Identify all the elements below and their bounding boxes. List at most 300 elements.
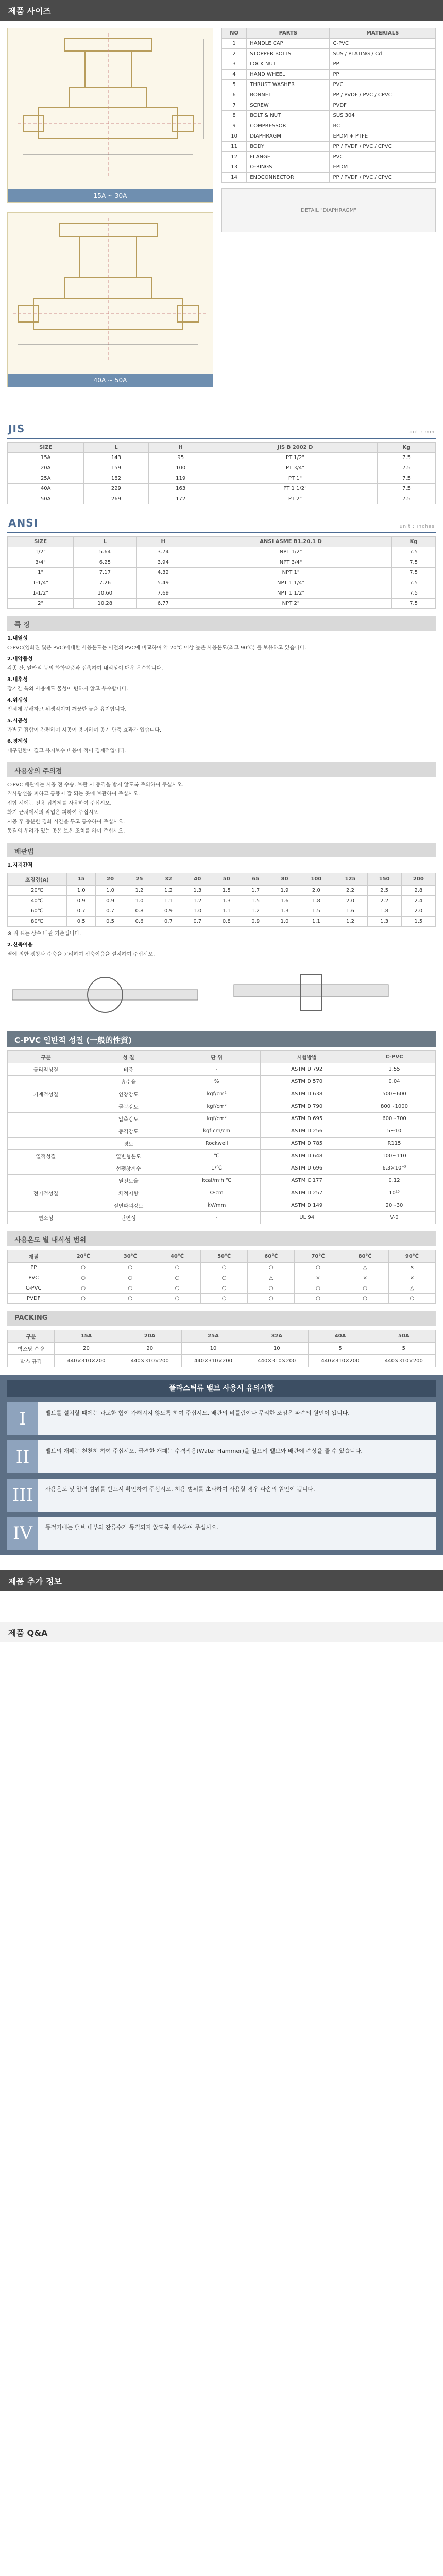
table-cell: 1": [8, 568, 74, 578]
table-cell: PVC: [330, 80, 436, 90]
valve-drawing-small: [7, 28, 213, 203]
table-cell: R115: [353, 1138, 436, 1150]
table-cell: PVDF: [8, 1294, 60, 1304]
table-cell: NPT 1 1/2": [190, 588, 391, 599]
col-header: 20A: [118, 1330, 181, 1343]
col-header: 25: [125, 873, 154, 886]
table-cell: 7.5: [392, 578, 436, 588]
table-cell: 열전도율: [84, 1175, 173, 1187]
col-header: 90℃: [388, 1250, 435, 1263]
table-cell: 1.1: [154, 896, 183, 906]
feature-heading: 2.내약품성: [7, 656, 33, 662]
table-cell: Rockwell: [173, 1138, 260, 1150]
table-cell: 물리적성질: [8, 1063, 84, 1076]
usage-bar: 사용상의 주의점: [7, 762, 436, 777]
table-cell: ○: [295, 1294, 342, 1304]
table-row: [8, 453, 436, 463]
table-cell: ASTM D 790: [261, 1100, 353, 1113]
feature-text: C-PVC(염화된 및은 PVC)에대한 사용온도는 이전의 PVC에 비교하여 약 20℃ 이상 높은 사용온도(최고 90℃) 를 보유하고 있습니다.: [7, 645, 306, 651]
col-header: 15: [66, 873, 95, 886]
feature-heading: 5.시공성: [7, 718, 28, 724]
table-cell: △: [248, 1273, 295, 1283]
col-header: 80℃: [342, 1250, 388, 1263]
table-cell: 13: [222, 162, 247, 173]
ansi-title: [7, 514, 436, 533]
section-title: 제품 추가 정보: [8, 1576, 62, 1586]
table-cell: 1.2: [333, 917, 367, 927]
table-cell: UL 94: [261, 1212, 353, 1224]
table-row: [222, 131, 436, 142]
table-cell: 7.26: [74, 578, 137, 588]
feature-text: 인체에 무해하고 위생적이며 깨끗한 물을 유지합니다.: [7, 707, 127, 713]
col-header: 20: [96, 873, 125, 886]
table-cell: 1.1: [299, 917, 333, 927]
table-cell: 7.5: [392, 547, 436, 557]
table-cell: 10: [245, 1343, 309, 1355]
table-cell: PT 3/4": [213, 463, 377, 473]
table-cell: [8, 1138, 84, 1150]
table-cell: 100~110: [353, 1150, 436, 1162]
temp-table: [7, 1250, 436, 1304]
table-cell: 2.0: [401, 906, 435, 917]
table-cell: DIAPHRAGM: [247, 131, 330, 142]
table-row: [8, 484, 436, 494]
col-header: SIZE: [8, 443, 84, 453]
table-cell: 4.32: [137, 568, 190, 578]
table-cell: 10: [181, 1343, 245, 1355]
table-cell: ○: [107, 1273, 154, 1283]
col-header: 40: [183, 873, 212, 886]
table-cell: ASTM D 785: [261, 1138, 353, 1150]
table-cell: 20: [118, 1343, 181, 1355]
notice-number: IV: [7, 1517, 38, 1550]
table-row: [8, 1113, 436, 1125]
col-header: 호칭경(A): [8, 873, 67, 886]
table-cell: ○: [295, 1263, 342, 1273]
table-cell: 0.5: [96, 917, 125, 927]
table-cell: 163: [148, 484, 213, 494]
table-cell: ○: [201, 1283, 248, 1294]
table-cell: -: [173, 1212, 260, 1224]
table-cell: 1.5: [401, 917, 435, 927]
valve-drawing-icon: [8, 213, 213, 374]
table-cell: ○: [201, 1263, 248, 1273]
table-row: [222, 121, 436, 131]
col-header: 50: [212, 873, 241, 886]
table-cell: 7.69: [137, 588, 190, 599]
table-row: [8, 906, 436, 917]
table-cell: 440×310×200: [245, 1355, 309, 1367]
col-header: 20℃: [60, 1250, 107, 1263]
table-cell: 1.3: [183, 886, 212, 896]
table-cell: 95: [148, 453, 213, 463]
table-row: [8, 1263, 436, 1273]
table-cell: ○: [201, 1294, 248, 1304]
col-header: 구분: [8, 1330, 55, 1343]
table-cell: 159: [84, 463, 148, 473]
section-header-qa: [0, 1622, 443, 1642]
table-cell: PP / PVDF / PVC / CPVC: [330, 142, 436, 152]
notice-panel: [0, 1375, 443, 1555]
table-cell: ○: [154, 1273, 200, 1283]
table-row: [8, 463, 436, 473]
table-row: [8, 896, 436, 906]
table-cell: 1.5: [241, 896, 270, 906]
table-cell: [8, 1175, 84, 1187]
table-cell: 800~1000: [353, 1100, 436, 1113]
table-cell: 20: [55, 1343, 118, 1355]
notice-text: 밸브를 설치할 때에는 과도한 힘이 가해지지 않도록 하여 주십시오. 배관의 비틀림이나 무리한 조임은 파손의 원인이 됩니다.: [45, 1410, 350, 1416]
table-cell: ○: [342, 1294, 388, 1304]
usage-line: 화기 근처에서의 작업은 피하여 주십시오.: [7, 810, 100, 816]
table-cell: 1.9: [270, 886, 299, 896]
table-cell: △: [388, 1283, 435, 1294]
col-header: 시험방법: [261, 1051, 353, 1063]
jis-title: [7, 419, 436, 439]
table-cell: 5.49: [137, 578, 190, 588]
table-cell: ○: [60, 1294, 107, 1304]
col-header: 32: [154, 873, 183, 886]
table-cell: 182: [84, 473, 148, 484]
table-cell: 흡수율: [84, 1076, 173, 1088]
table-row: [8, 917, 436, 927]
table-cell: 1.2: [125, 886, 154, 896]
table-cell: 3/4": [8, 557, 74, 568]
table-cell: 229: [84, 484, 148, 494]
table-cell: 0.9: [154, 906, 183, 917]
usage-line: 시공 후 충분한 경화 시간을 두고 통수하여 주십시오.: [7, 819, 125, 825]
table-row: [222, 142, 436, 152]
usage-line: C-PVC 배관재는 시공 전 수송, 보관 시 충격을 받지 않도록 주의하여 주십시오.: [7, 782, 184, 788]
notice-item: [7, 1479, 436, 1512]
table-cell: EPDM + PTFE: [330, 131, 436, 142]
valve-drawing-icon: [8, 28, 213, 189]
table-cell: STOPPER BOLTS: [247, 49, 330, 59]
table-cell: kgf/cm²: [173, 1100, 260, 1113]
table-cell: 압축강도: [84, 1113, 173, 1125]
table-cell: 40℃: [8, 896, 67, 906]
table-cell: 경도: [84, 1138, 173, 1150]
table-cell: 1.0: [66, 886, 95, 896]
table-row: [8, 1175, 436, 1187]
jis-heading: JIS: [8, 422, 25, 435]
section-title: 제품 사이즈: [8, 6, 51, 16]
table-cell: SUS 304: [330, 111, 436, 121]
table-cell: 0.04: [353, 1076, 436, 1088]
col-header: 단 위: [173, 1051, 260, 1063]
piping-notes: [7, 930, 436, 959]
table-cell: 8: [222, 111, 247, 121]
table-cell: 15A: [8, 453, 84, 463]
usage-line: 직사광선을 피하고 통풍이 잘 되는 곳에 보관하여 주십시오.: [7, 791, 140, 797]
col-header: 성 질: [84, 1051, 173, 1063]
table-cell: 12: [222, 152, 247, 162]
table-cell: ×: [388, 1273, 435, 1283]
packing-bar: PACKING: [7, 1311, 436, 1326]
section-title: 제품 Q&A: [8, 1628, 48, 1638]
table-cell: C-PVC: [330, 39, 436, 49]
table-cell: 600~700: [353, 1113, 436, 1125]
table-cell: 20~30: [353, 1199, 436, 1212]
table-cell: 7.5: [378, 484, 436, 494]
table-cell: 60℃: [8, 906, 67, 917]
support-note: ※ 위 표는 상수 배관 기준입니다.: [7, 931, 81, 937]
table-cell: 500~600: [353, 1088, 436, 1100]
features-bar: 특 징: [7, 616, 436, 631]
table-cell: 6.25: [74, 557, 137, 568]
col-header: L: [84, 443, 148, 453]
notice-text: 밸브의 개폐는 천천히 하여 주십시오. 급격한 개폐는 수격작용(Water Hammer)을 일으켜 밸브와 배관에 손상을 줄 수 있습니다.: [45, 1448, 363, 1454]
table-cell: C-PVC: [8, 1283, 60, 1294]
table-cell: PP: [330, 59, 436, 70]
table-cell: ○: [60, 1273, 107, 1283]
table-cell: 0.7: [154, 917, 183, 927]
table-cell: ASTM C 177: [261, 1175, 353, 1187]
table-cell: 1-1/2": [8, 588, 74, 599]
col-header: 재질: [8, 1250, 60, 1263]
feature-heading: 6.경제성: [7, 739, 28, 744]
size-drawings-area: [7, 28, 436, 419]
table-cell: 1.0: [270, 917, 299, 927]
table-row: [8, 1063, 436, 1076]
table-cell: 9: [222, 121, 247, 131]
table-row: [8, 1088, 436, 1100]
usage-line: 동결의 우려가 있는 곳은 보온 조치를 하여 주십시오.: [7, 828, 125, 834]
col-header: NO: [222, 28, 247, 39]
table-cell: BONNET: [247, 90, 330, 100]
table-cell: 7.5: [378, 473, 436, 484]
table-cell: 20A: [8, 463, 84, 473]
table-cell: ○: [248, 1294, 295, 1304]
table-cell: HAND WHEEL: [247, 70, 330, 80]
ansi-table: [7, 536, 436, 609]
table-cell: 1.2: [241, 906, 270, 917]
table-cell: ℃: [173, 1150, 260, 1162]
table-cell: 0.9: [66, 896, 95, 906]
table-cell: ASTM D 638: [261, 1088, 353, 1100]
valve-drawing-large: [7, 212, 213, 387]
col-header: 40℃: [154, 1250, 200, 1263]
table-cell: 1.0: [125, 896, 154, 906]
usage-list: [7, 781, 436, 836]
table-row: [8, 1100, 436, 1113]
table-cell: 14: [222, 173, 247, 183]
notice-number: I: [7, 1402, 38, 1435]
table-cell: ○: [107, 1283, 154, 1294]
table-row: [8, 1162, 436, 1175]
table-cell: 1.2: [183, 896, 212, 906]
table-row: [8, 568, 436, 578]
expansion-title: 2.신축이음: [7, 942, 33, 948]
col-header: MATERIALS: [330, 28, 436, 39]
table-cell: kgf·cm/cm: [173, 1125, 260, 1138]
table-cell: 굴곡강도: [84, 1100, 173, 1113]
table-cell: 열변형온도: [84, 1150, 173, 1162]
table-cell: 7.5: [392, 588, 436, 599]
table-cell: ASTM D 149: [261, 1199, 353, 1212]
table-cell: ENDCONNECTOR: [247, 173, 330, 183]
table-cell: 7.5: [378, 463, 436, 473]
col-header: L: [74, 537, 137, 547]
drawings-column: [7, 28, 213, 419]
table-cell: 7: [222, 100, 247, 111]
table-cell: 2": [8, 599, 74, 609]
table-cell: PP: [8, 1263, 60, 1273]
diagram-label: DETAIL "DIAPHRAGM": [301, 207, 356, 213]
table-cell: ASTM D 648: [261, 1150, 353, 1162]
table-cell: 5: [372, 1343, 435, 1355]
table-cell: NPT 1/2": [190, 547, 391, 557]
table-cell: 1.5: [299, 906, 333, 917]
table-cell: EPDM: [330, 162, 436, 173]
table-cell: 7.5: [392, 557, 436, 568]
table-cell: 난연성: [84, 1212, 173, 1224]
table-cell: 1/2": [8, 547, 74, 557]
table-cell: 10.28: [74, 599, 137, 609]
table-cell: PT 1": [213, 473, 377, 484]
table-cell: ○: [154, 1294, 200, 1304]
cpvc-bar: C-PVC 일반적 성질 (一般的性質): [7, 1031, 436, 1047]
table-cell: NPT 2": [190, 599, 391, 609]
table-cell: 5~10: [353, 1125, 436, 1138]
expansion-diagrams: [7, 964, 436, 1026]
table-cell: 2.4: [401, 896, 435, 906]
col-header: 50℃: [201, 1250, 248, 1263]
table-cell: 1.2: [154, 886, 183, 896]
feature-heading: 3.내후성: [7, 677, 28, 683]
table-row: [8, 588, 436, 599]
table-cell: 269: [84, 494, 148, 504]
table-cell: V-0: [353, 1212, 436, 1224]
table-cell: ×: [342, 1273, 388, 1283]
table-cell: %: [173, 1076, 260, 1088]
table-cell: PT 2": [213, 494, 377, 504]
table-cell: 0.7: [96, 906, 125, 917]
table-cell: BODY: [247, 142, 330, 152]
table-cell: 440×310×200: [372, 1355, 435, 1367]
table-row: [8, 599, 436, 609]
table-row: [8, 1273, 436, 1283]
col-header: H: [148, 443, 213, 453]
table-cell: 172: [148, 494, 213, 504]
table-cell: PVDF: [330, 100, 436, 111]
usage-line: 접합 시에는 전용 접착제를 사용하여 주십시오.: [7, 801, 112, 806]
col-header: 15A: [55, 1330, 118, 1343]
col-header: 40A: [309, 1330, 372, 1343]
table-row: [8, 1076, 436, 1088]
table-cell: 80℃: [8, 917, 67, 927]
table-row: [222, 152, 436, 162]
expansion-diagram-icon: [7, 964, 203, 1026]
table-cell: 비중: [84, 1063, 173, 1076]
table-cell: ASTM D 256: [261, 1125, 353, 1138]
support-clamp-icon: [213, 964, 409, 1026]
table-cell: 10¹⁵: [353, 1187, 436, 1199]
table-cell: 1.1: [212, 906, 241, 917]
table-cell: 7.5: [378, 494, 436, 504]
table-cell: ○: [388, 1294, 435, 1304]
table-cell: 2: [222, 49, 247, 59]
table-cell: kgf/cm²: [173, 1088, 260, 1100]
table-cell: 7.17: [74, 568, 137, 578]
table-cell: 0.8: [125, 906, 154, 917]
table-cell: LOCK NUT: [247, 59, 330, 70]
table-cell: kV/mm: [173, 1199, 260, 1212]
table-row: [8, 547, 436, 557]
table-cell: 25A: [8, 473, 84, 484]
notice-number: II: [7, 1440, 38, 1473]
notice-item: [7, 1517, 436, 1550]
table-row: [222, 90, 436, 100]
table-cell: kcal/m·h·℃: [173, 1175, 260, 1187]
table-cell: 440×310×200: [181, 1355, 245, 1367]
table-row: [8, 1199, 436, 1212]
table-row: [222, 111, 436, 121]
table-row: [222, 39, 436, 49]
col-header: 65: [241, 873, 270, 886]
col-header: PARTS: [247, 28, 330, 39]
table-cell: 440×310×200: [309, 1355, 372, 1367]
table-cell: 1.3: [212, 896, 241, 906]
table-cell: 440×310×200: [55, 1355, 118, 1367]
col-header: 32A: [245, 1330, 309, 1343]
table-row: [8, 473, 436, 484]
table-cell: [8, 1199, 84, 1212]
col-header: 30℃: [107, 1250, 154, 1263]
table-cell: NPT 3/4": [190, 557, 391, 568]
table-cell: 5: [309, 1343, 372, 1355]
table-cell: 1.8: [299, 896, 333, 906]
parts-table: [222, 28, 436, 183]
table-row: [8, 494, 436, 504]
col-header: 125: [333, 873, 367, 886]
table-cell: kgf/cm²: [173, 1113, 260, 1125]
table-cell: ○: [154, 1283, 200, 1294]
table-cell: [8, 1162, 84, 1175]
table-cell: 연소성: [8, 1212, 84, 1224]
table-cell: 100: [148, 463, 213, 473]
col-header: JIS B 2002 D: [213, 443, 377, 453]
table-row: [222, 70, 436, 80]
col-header: 150: [367, 873, 401, 886]
notice-text: 동절기에는 밸브 내부의 잔류수가 동결되지 않도록 배수하여 주십시오.: [45, 1524, 219, 1531]
table-row: [8, 1294, 436, 1304]
table-cell: 3: [222, 59, 247, 70]
feature-text: 각종 산, 알카리 등의 화학약품과 접촉하여 내식성이 매우 우수합니다.: [7, 666, 163, 671]
table-row: [222, 80, 436, 90]
table-cell: NPT 1 1/4": [190, 578, 391, 588]
table-cell: 10: [222, 131, 247, 142]
support-title: 1.지지간격: [7, 862, 33, 868]
table-cell: 0.7: [183, 917, 212, 927]
table-cell: ○: [248, 1263, 295, 1273]
table-cell: ×: [388, 1263, 435, 1273]
table-cell: ○: [60, 1283, 107, 1294]
table-cell: PP: [330, 70, 436, 80]
feature-text: 내구연한이 길고 유지보수 비용이 적어 경제적입니다.: [7, 748, 127, 754]
table-cell: 박스당 수량: [8, 1343, 55, 1355]
col-header: Kg: [378, 443, 436, 453]
piping-section: [7, 861, 436, 870]
table-header-row: [222, 28, 436, 39]
notice-title: 플라스틱류 밸브 사용시 유의사항: [7, 1380, 436, 1397]
table-cell: -: [173, 1063, 260, 1076]
table-cell: 0.12: [353, 1175, 436, 1187]
table-cell: [8, 1076, 84, 1088]
table-cell: ×: [295, 1273, 342, 1283]
table-cell: 2.0: [299, 886, 333, 896]
table-cell: 선팽창계수: [84, 1162, 173, 1175]
